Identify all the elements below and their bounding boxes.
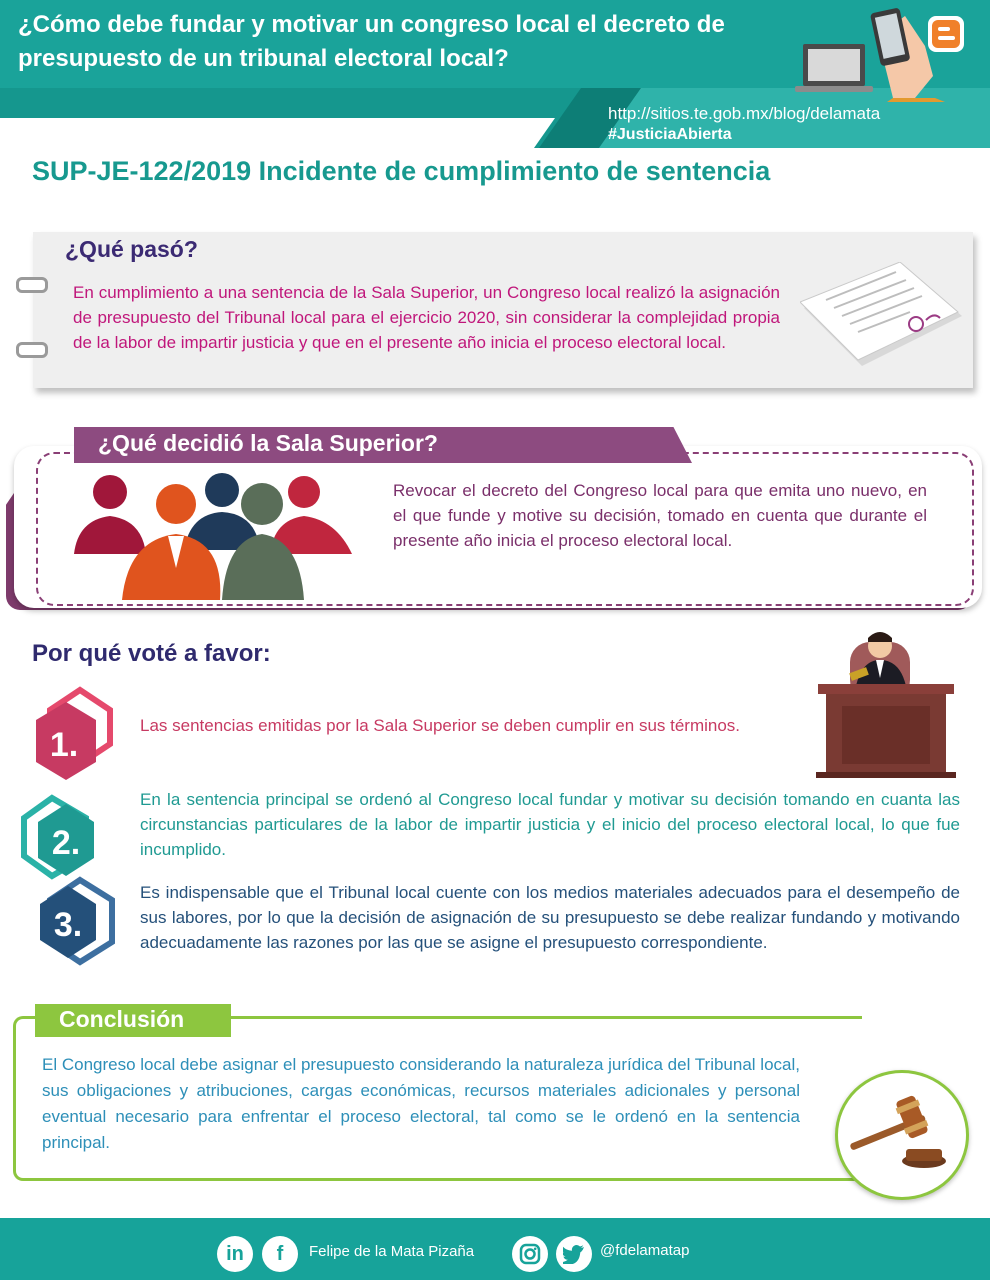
step-number-3: 3. <box>53 906 83 944</box>
que-paso-text: En cumplimiento a una sentencia de la Sala Superior, un Congreso local realizó la asignación de presupuesto del Tribunal local para el ejercicio 2020, sin considerar la complejidad propia de la labor de impartir justicia y que en el presente año inicia el proceso electoral local. <box>73 283 780 352</box>
blogger-icon <box>928 16 964 52</box>
page-title: ¿Cómo debe fundar y motivar un congreso local el decreto de presupuesto de un tribunal electoral local? <box>18 11 725 72</box>
reason-2-text: En la sentencia principal se ordenó al Congreso local fundar y motivar su decisión tomando en cuanta las circunstancias particulares de la labor de impartir justicia y el inicio del proceso electoral local, lo que fue incumplido. <box>140 790 960 859</box>
judge-icon <box>812 626 958 778</box>
decision-title: ¿Qué decidió la Sala Superior? <box>98 430 438 456</box>
footer-bar <box>0 1218 990 1280</box>
author-name: Felipe de la Mata Pizaña <box>309 1243 475 1260</box>
reason-3-text: Es indispensable que el Tribunal local cuente con los medios materiales adecuados para el desempeño de sus labores, por lo que la decisión de asignación de su presupuesto se debe realizar fundando y motivando adecuadamente las razones por las que se asigne el presupuesto correspondiente. <box>140 883 960 952</box>
twitter-icon[interactable] <box>556 1236 592 1272</box>
step-number-2: 2. <box>51 824 81 862</box>
conclusion-text: El Congreso local debe asignar el presupuesto considerando la naturaleza jurídica del Tribunal local, sus obligaciones y atribuciones, cargas económicas, recursos materiales adicionales y personal eventual necesario para enfrentar el proceso electoral, tal como se le ordenó en la sentencia principal. <box>42 1055 800 1152</box>
document-icon <box>800 262 965 372</box>
decision-text: Revocar el decreto del Congreso local para que emita uno nuevo, en el que funde y motive su decisión, tomado en cuenta que durante el presente año inicia el proceso electoral local. <box>393 481 927 550</box>
facebook-icon[interactable]: f <box>262 1236 298 1272</box>
gavel-icon <box>838 1073 966 1197</box>
instagram-icon[interactable] <box>512 1236 548 1272</box>
step-number-1: 1. <box>49 726 79 764</box>
hashtag: #JusticiaAbierta <box>608 126 732 143</box>
blog-url-link[interactable]: http://sitios.te.gob.mx/blog/delamata <box>608 104 881 123</box>
binder-ring <box>16 277 48 293</box>
case-heading: SUP-JE-122/2019 Incidente de cumplimiento de sentencia <box>32 156 771 186</box>
por-que-title: Por qué voté a favor: <box>32 640 271 667</box>
laptop-icon <box>795 6 970 102</box>
binder-ring <box>16 342 48 358</box>
numbered-steps-graphic <box>20 686 120 972</box>
people-group-icon <box>72 470 354 602</box>
twitter-handle[interactable]: @fdelamatap <box>600 1242 690 1259</box>
gavel-circle <box>835 1070 969 1200</box>
conclusion-title: Conclusión <box>59 1006 185 1032</box>
que-paso-title: ¿Qué pasó? <box>65 236 198 262</box>
reason-1-text: Las sentencias emitidas por la Sala Superior se deben cumplir en sus términos. <box>140 716 741 735</box>
linkedin-icon[interactable]: in <box>217 1236 253 1272</box>
